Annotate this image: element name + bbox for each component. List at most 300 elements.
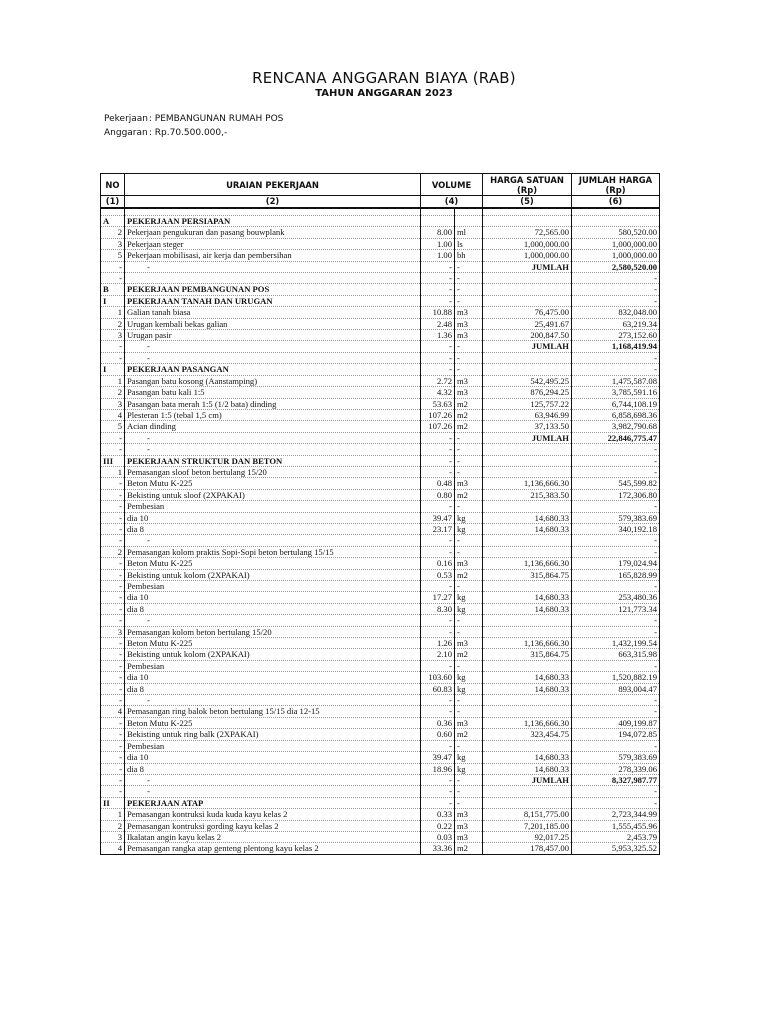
cell-uraian: PEKERJAAN TANAH DAN URUGAN bbox=[125, 295, 421, 306]
cell-no: - bbox=[101, 774, 125, 785]
cell-harga-satuan: 542,495.25 bbox=[483, 375, 572, 386]
cell-harga-satuan: 323,454.75 bbox=[483, 729, 572, 740]
cell-no: - bbox=[101, 581, 125, 592]
cell-no: 4 bbox=[101, 409, 125, 420]
cell-uraian: - bbox=[125, 615, 421, 626]
cell-no: 4 bbox=[101, 706, 125, 717]
cell-satuan: m3 bbox=[455, 307, 483, 318]
cell-harga-satuan: 125,757.22 bbox=[483, 398, 572, 409]
cell-uraian: dia 8 bbox=[125, 603, 421, 614]
cell-harga-satuan: 14,680.33 bbox=[483, 683, 572, 694]
table-row bbox=[101, 660, 660, 671]
cell-satuan: - bbox=[455, 444, 483, 455]
cell-satuan: m2 bbox=[455, 398, 483, 409]
cell-satuan: kg bbox=[455, 603, 483, 614]
cell-satuan: - bbox=[455, 466, 483, 477]
cell-harga-satuan: 76,475.00 bbox=[483, 307, 572, 318]
cell-jumlah-harga: - bbox=[572, 797, 660, 808]
cell-jumlah-harga: - bbox=[572, 455, 660, 466]
cell-volume: 0.22 bbox=[421, 820, 455, 831]
cell-jumlah-harga: - bbox=[572, 740, 660, 751]
table-row bbox=[101, 569, 660, 580]
cell-uraian: - bbox=[125, 352, 421, 363]
section-row bbox=[101, 455, 660, 466]
cell-volume: - bbox=[421, 740, 455, 751]
cell-uraian: Pembesian bbox=[125, 581, 421, 592]
cell-uraian bbox=[125, 208, 421, 216]
cell-uraian: Pemasangan sloof beton bertulang 15/20 bbox=[125, 466, 421, 477]
cell-no: - bbox=[101, 569, 125, 580]
cell-volume: - bbox=[421, 261, 455, 272]
header-uraian: URAIAN PEKERJAAN bbox=[125, 174, 421, 196]
table-row bbox=[101, 763, 660, 774]
cell-harga-satuan: 315,864.75 bbox=[483, 649, 572, 660]
cell-satuan bbox=[455, 216, 483, 227]
total-row bbox=[101, 261, 660, 272]
cell-satuan: kg bbox=[455, 672, 483, 683]
cell-satuan: - bbox=[455, 261, 483, 272]
cell-no: - bbox=[101, 603, 125, 614]
cell-volume: 33.36 bbox=[421, 843, 455, 854]
table-row bbox=[101, 752, 660, 763]
table-body bbox=[101, 208, 660, 854]
table-row bbox=[101, 729, 660, 740]
cell-uraian: Pemasangan rangka atap genteng plentong kayu kelas 2 bbox=[125, 843, 421, 854]
cell-harga-satuan bbox=[483, 216, 572, 227]
cell-harga-satuan bbox=[483, 273, 572, 284]
cell-satuan: - bbox=[455, 352, 483, 363]
document-meta bbox=[104, 112, 283, 140]
cell-harga-satuan: 178,457.00 bbox=[483, 843, 572, 854]
cell-no: - bbox=[101, 444, 125, 455]
cell-harga-satuan bbox=[483, 695, 572, 706]
cell-uraian: Bekisting untuk kolom (2XPAKAI) bbox=[125, 569, 421, 580]
cell-uraian: dia 8 bbox=[125, 683, 421, 694]
cell-uraian: Pasangan batu kosong (Aanstamping) bbox=[125, 375, 421, 386]
cell-no: - bbox=[101, 592, 125, 603]
cell-harga-satuan bbox=[483, 364, 572, 375]
table-row bbox=[101, 820, 660, 831]
cell-harga-satuan: 14,680.33 bbox=[483, 752, 572, 763]
cell-harga-satuan: 1,000,000.00 bbox=[483, 250, 572, 261]
cell-harga-satuan: JUMLAH bbox=[483, 774, 572, 785]
cell-volume: 2.10 bbox=[421, 649, 455, 660]
cell-volume: 60.83 bbox=[421, 683, 455, 694]
cell-jumlah-harga: 893,004.47 bbox=[572, 683, 660, 694]
table-row bbox=[101, 250, 660, 261]
cell-volume: - bbox=[421, 352, 455, 363]
table-row bbox=[101, 592, 660, 603]
cell-no: A bbox=[101, 216, 125, 227]
cell-satuan: - bbox=[455, 786, 483, 797]
rab-table bbox=[100, 173, 660, 855]
cell-jumlah-harga: 580,520.00 bbox=[572, 227, 660, 238]
cell-no: - bbox=[101, 763, 125, 774]
cell-harga-satuan bbox=[483, 501, 572, 512]
cell-harga-satuan bbox=[483, 535, 572, 546]
cell-satuan: - bbox=[455, 273, 483, 284]
cell-uraian: Pekerjaan mobilisasi, air kerja dan pembersihan bbox=[125, 250, 421, 261]
cell-uraian: Beton Mutu K-225 bbox=[125, 478, 421, 489]
cell-uraian: Pekerjaan pengukuran dan pasang bouwplank bbox=[125, 227, 421, 238]
section-row bbox=[101, 284, 660, 295]
table-row bbox=[101, 227, 660, 238]
cell-no: - bbox=[101, 558, 125, 569]
cell-uraian: Urugan pasir bbox=[125, 330, 421, 341]
cell-harga-satuan: 7,201,185.00 bbox=[483, 820, 572, 831]
cell-satuan: - bbox=[455, 501, 483, 512]
cell-uraian: Bekisting untuk ring balk (2XPAKAI) bbox=[125, 729, 421, 740]
table-row bbox=[101, 535, 660, 546]
cell-volume: - bbox=[421, 546, 455, 557]
cell-satuan: m3 bbox=[455, 478, 483, 489]
section-row bbox=[101, 295, 660, 306]
cell-jumlah-harga: 165,828.99 bbox=[572, 569, 660, 580]
cell-uraian: PEKERJAAN STRUKTUR DAN BETON bbox=[125, 455, 421, 466]
cell-volume: - bbox=[421, 341, 455, 352]
section-row bbox=[101, 216, 660, 227]
cell-no: I bbox=[101, 295, 125, 306]
cell-volume: 4.32 bbox=[421, 387, 455, 398]
table-row bbox=[101, 786, 660, 797]
cell-harga-satuan: JUMLAH bbox=[483, 432, 572, 443]
header-no: NO bbox=[101, 174, 125, 196]
cell-satuan: bh bbox=[455, 250, 483, 261]
table-row bbox=[101, 444, 660, 455]
cell-satuan: kg bbox=[455, 512, 483, 523]
cell-no: - bbox=[101, 535, 125, 546]
header-jumlah-harga-label: JUMLAH HARGA bbox=[578, 174, 653, 185]
cell-satuan: m2 bbox=[455, 421, 483, 432]
cell-satuan: m2 bbox=[455, 843, 483, 854]
header-jumlah-harga-unit: (Rp) bbox=[605, 184, 626, 195]
cell-jumlah-harga: 2,580,520.00 bbox=[572, 261, 660, 272]
cell-volume: - bbox=[421, 455, 455, 466]
cell-jumlah-harga: 3,785,591.16 bbox=[572, 387, 660, 398]
cell-volume: - bbox=[421, 626, 455, 637]
cell-no: - bbox=[101, 695, 125, 706]
table-row bbox=[101, 706, 660, 717]
cell-volume: - bbox=[421, 364, 455, 375]
cell-no: - bbox=[101, 660, 125, 671]
cell-no: - bbox=[101, 432, 125, 443]
cell-volume: - bbox=[421, 581, 455, 592]
meta-key: Pekerjaan bbox=[104, 114, 149, 124]
cell-volume: 1.00 bbox=[421, 250, 455, 261]
cell-no: 2 bbox=[101, 546, 125, 557]
cell-harga-satuan: 1,136,666.30 bbox=[483, 558, 572, 569]
cell-jumlah-harga: - bbox=[572, 546, 660, 557]
cell-jumlah-harga: 273,152.60 bbox=[572, 330, 660, 341]
cell-satuan: - bbox=[455, 626, 483, 637]
cell-jumlah-harga: - bbox=[572, 660, 660, 671]
cell-uraian: PEKERJAAN PERSIAPAN bbox=[125, 216, 421, 227]
cell-harga-satuan: 14,680.33 bbox=[483, 512, 572, 523]
cell-harga-satuan: 315,864.75 bbox=[483, 569, 572, 580]
cell-satuan: - bbox=[455, 695, 483, 706]
cell-volume: 18.96 bbox=[421, 763, 455, 774]
cell-satuan: m3 bbox=[455, 387, 483, 398]
cell-jumlah-harga: 832,048.00 bbox=[572, 307, 660, 318]
cell-jumlah-harga: 22,846,775.47 bbox=[572, 432, 660, 443]
cell-harga-satuan bbox=[483, 208, 572, 216]
cell-no: I bbox=[101, 364, 125, 375]
cell-jumlah-harga: 663,315.98 bbox=[572, 649, 660, 660]
cell-satuan: m2 bbox=[455, 569, 483, 580]
cell-uraian: - bbox=[125, 535, 421, 546]
table-row bbox=[101, 466, 660, 477]
cell-uraian: Pemasangan kolom praktis Sopi-Sopi beton bertulang 15/15 bbox=[125, 546, 421, 557]
header-harga-satuan bbox=[483, 174, 572, 196]
cell-jumlah-harga: 2,723,344.99 bbox=[572, 809, 660, 820]
cell-uraian: Bekisting untuk kolom (2XPAKAI) bbox=[125, 649, 421, 660]
cell-no: 2 bbox=[101, 820, 125, 831]
cell-satuan: kg bbox=[455, 752, 483, 763]
cell-harga-satuan: 1,136,666.30 bbox=[483, 478, 572, 489]
table-row bbox=[101, 489, 660, 500]
cell-volume: 10.88 bbox=[421, 307, 455, 318]
table-row bbox=[101, 843, 660, 854]
cell-no: 2 bbox=[101, 227, 125, 238]
table-row bbox=[101, 409, 660, 420]
cell-uraian: Pemasangan ring balok beton bertulang 15/15 dia 12-15 bbox=[125, 706, 421, 717]
cell-no: 3 bbox=[101, 398, 125, 409]
cell-volume: 2.48 bbox=[421, 318, 455, 329]
cell-volume: 0.60 bbox=[421, 729, 455, 740]
cell-jumlah-harga: 278,339.06 bbox=[572, 763, 660, 774]
cell-jumlah-harga: 3,982,790.68 bbox=[572, 421, 660, 432]
table-row bbox=[101, 421, 660, 432]
cell-no: 2 bbox=[101, 387, 125, 398]
cell-uraian: dia 8 bbox=[125, 763, 421, 774]
cell-volume: - bbox=[421, 695, 455, 706]
cell-harga-satuan: 63,946.99 bbox=[483, 409, 572, 420]
cell-satuan: ls bbox=[455, 238, 483, 249]
cell-harga-satuan bbox=[483, 444, 572, 455]
cell-satuan: m3 bbox=[455, 809, 483, 820]
cell-satuan: - bbox=[455, 295, 483, 306]
document-subtitle: TAHUN ANGGARAN 2023 bbox=[315, 88, 453, 99]
cell-satuan bbox=[455, 208, 483, 216]
cell-uraian: Galian tanah biasa bbox=[125, 307, 421, 318]
cell-uraian: - bbox=[125, 774, 421, 785]
cell-uraian: Beton Mutu K-225 bbox=[125, 717, 421, 728]
table-row bbox=[101, 831, 660, 842]
cell-harga-satuan: 14,680.33 bbox=[483, 592, 572, 603]
cell-jumlah-harga: - bbox=[572, 786, 660, 797]
cell-harga-satuan bbox=[483, 295, 572, 306]
table-row bbox=[101, 615, 660, 626]
cell-jumlah-harga: 1,432,199.54 bbox=[572, 638, 660, 649]
cell-satuan: kg bbox=[455, 763, 483, 774]
cell-uraian: Pembesian bbox=[125, 740, 421, 751]
table-row bbox=[101, 523, 660, 534]
cell-no: - bbox=[101, 729, 125, 740]
cell-harga-satuan bbox=[483, 455, 572, 466]
cell-jumlah-harga: 121,773.34 bbox=[572, 603, 660, 614]
cell-volume: 0.03 bbox=[421, 831, 455, 842]
cell-uraian: Pemasangan kolom beton bertulang 15/20 bbox=[125, 626, 421, 637]
cell-uraian: PEKERJAAN ATAP bbox=[125, 797, 421, 808]
cell-no: 3 bbox=[101, 831, 125, 842]
cell-harga-satuan: 1,000,000.00 bbox=[483, 238, 572, 249]
table-row bbox=[101, 603, 660, 614]
cell-jumlah-harga: - bbox=[572, 364, 660, 375]
cell-volume: 1.36 bbox=[421, 330, 455, 341]
cell-jumlah-harga: - bbox=[572, 581, 660, 592]
table-row bbox=[101, 318, 660, 329]
cell-satuan: m2 bbox=[455, 729, 483, 740]
cell-jumlah-harga: 179,024.94 bbox=[572, 558, 660, 569]
cell-uraian: PEKERJAAN PEMBANGUNAN POS bbox=[125, 284, 421, 295]
cell-harga-satuan bbox=[483, 660, 572, 671]
table-row bbox=[101, 695, 660, 706]
cell-harga-satuan: 92,017.25 bbox=[483, 831, 572, 842]
cell-uraian: Pasangan batu kali 1:5 bbox=[125, 387, 421, 398]
cell-no: - bbox=[101, 523, 125, 534]
cell-uraian: dia 10 bbox=[125, 592, 421, 603]
table-row bbox=[101, 330, 660, 341]
cell-uraian: - bbox=[125, 432, 421, 443]
cell-uraian: - bbox=[125, 341, 421, 352]
cell-jumlah-harga: - bbox=[572, 615, 660, 626]
cell-volume: 8.00 bbox=[421, 227, 455, 238]
cell-uraian: dia 10 bbox=[125, 512, 421, 523]
cell-satuan: - bbox=[455, 364, 483, 375]
cell-satuan: - bbox=[455, 432, 483, 443]
table-row bbox=[101, 501, 660, 512]
cell-harga-satuan bbox=[483, 615, 572, 626]
total-row bbox=[101, 774, 660, 785]
cell-satuan: - bbox=[455, 546, 483, 557]
header-harga-satuan-unit: (Rp) bbox=[516, 184, 538, 195]
cell-harga-satuan: 8,151,775.00 bbox=[483, 809, 572, 820]
table-row bbox=[101, 649, 660, 660]
cell-no: - bbox=[101, 478, 125, 489]
cell-harga-satuan bbox=[483, 546, 572, 557]
cell-uraian: - bbox=[125, 695, 421, 706]
cell-no: - bbox=[101, 261, 125, 272]
cell-jumlah-harga: 545,599.82 bbox=[572, 478, 660, 489]
cell-volume: 0.48 bbox=[421, 478, 455, 489]
header-harga-satuan-label: HARGA SATUAN bbox=[490, 174, 564, 185]
meta-row-anggaran bbox=[104, 126, 283, 140]
cell-jumlah-harga: - bbox=[572, 501, 660, 512]
cell-uraian: Beton Mutu K-225 bbox=[125, 638, 421, 649]
cell-no bbox=[101, 208, 125, 216]
cell-satuan: m3 bbox=[455, 330, 483, 341]
cell-no: II bbox=[101, 797, 125, 808]
cell-uraian bbox=[125, 273, 421, 284]
cell-jumlah-harga: 172,306.80 bbox=[572, 489, 660, 500]
cell-no: - bbox=[101, 489, 125, 500]
table-row bbox=[101, 638, 660, 649]
cell-uraian: Pekerjaan steger bbox=[125, 238, 421, 249]
table-row bbox=[101, 387, 660, 398]
cell-harga-satuan: 37,133.50 bbox=[483, 421, 572, 432]
cell-uraian: dia 10 bbox=[125, 752, 421, 763]
cell-no: - bbox=[101, 717, 125, 728]
cell-harga-satuan bbox=[483, 706, 572, 717]
index-4: (4) bbox=[421, 196, 483, 209]
cell-harga-satuan: 200,847.50 bbox=[483, 330, 572, 341]
cell-uraian: Bekisting untuk sloof (2XPAKAI) bbox=[125, 489, 421, 500]
cell-harga-satuan bbox=[483, 466, 572, 477]
cell-volume: 0.33 bbox=[421, 809, 455, 820]
cell-uraian: PEKERJAAN PASANGAN bbox=[125, 364, 421, 375]
cell-no: - bbox=[101, 615, 125, 626]
cell-jumlah-harga bbox=[572, 208, 660, 216]
cell-satuan: - bbox=[455, 284, 483, 295]
cell-harga-satuan bbox=[483, 797, 572, 808]
index-6: (6) bbox=[572, 196, 660, 209]
cell-satuan: - bbox=[455, 535, 483, 546]
cell-no: 5 bbox=[101, 421, 125, 432]
cell-volume: - bbox=[421, 615, 455, 626]
cell-jumlah-harga: 6,744,108.19 bbox=[572, 398, 660, 409]
cell-jumlah-harga: 579,383.69 bbox=[572, 752, 660, 763]
cell-harga-satuan: JUMLAH bbox=[483, 261, 572, 272]
cell-satuan: - bbox=[455, 706, 483, 717]
cell-volume bbox=[421, 216, 455, 227]
table-index-row bbox=[101, 196, 660, 209]
cell-volume: - bbox=[421, 444, 455, 455]
cell-volume: 39.47 bbox=[421, 752, 455, 763]
cell-harga-satuan bbox=[483, 740, 572, 751]
cell-volume: - bbox=[421, 432, 455, 443]
cell-uraian: Acian dinding bbox=[125, 421, 421, 432]
section-row bbox=[101, 364, 660, 375]
cell-satuan: m3 bbox=[455, 820, 483, 831]
table-header-row bbox=[101, 174, 660, 196]
cell-volume: - bbox=[421, 273, 455, 284]
document-title: RENCANA ANGGARAN BIAYA (RAB) bbox=[252, 69, 516, 87]
section-row bbox=[101, 797, 660, 808]
cell-jumlah-harga: - bbox=[572, 444, 660, 455]
cell-no: - bbox=[101, 672, 125, 683]
cell-uraian: - bbox=[125, 786, 421, 797]
cell-uraian: Plesteran 1:5 (tebal 1,5 cm) bbox=[125, 409, 421, 420]
cell-jumlah-harga bbox=[572, 216, 660, 227]
cell-jumlah-harga: 1,000,000.00 bbox=[572, 238, 660, 249]
cell-volume: 0.16 bbox=[421, 558, 455, 569]
cell-satuan: kg bbox=[455, 592, 483, 603]
table-row bbox=[101, 307, 660, 318]
cell-no: 3 bbox=[101, 330, 125, 341]
cell-no: - bbox=[101, 740, 125, 751]
cell-satuan: m2 bbox=[455, 409, 483, 420]
cell-harga-satuan bbox=[483, 352, 572, 363]
index-1: (1) bbox=[101, 196, 125, 209]
cell-satuan: kg bbox=[455, 523, 483, 534]
cell-no: - bbox=[101, 683, 125, 694]
cell-uraian: Pembesian bbox=[125, 660, 421, 671]
cell-no: - bbox=[101, 512, 125, 523]
cell-harga-satuan: 72,565.00 bbox=[483, 227, 572, 238]
cell-jumlah-harga: - bbox=[572, 273, 660, 284]
total-row bbox=[101, 341, 660, 352]
cell-no: - bbox=[101, 273, 125, 284]
cell-uraian: - bbox=[125, 261, 421, 272]
cell-jumlah-harga: 1,168,419.94 bbox=[572, 341, 660, 352]
table-row bbox=[101, 512, 660, 523]
cell-harga-satuan bbox=[483, 786, 572, 797]
cell-no: 4 bbox=[101, 843, 125, 854]
cell-jumlah-harga: - bbox=[572, 352, 660, 363]
meta-value: : PEMBANGUNAN RUMAH POS bbox=[148, 114, 284, 124]
table-row bbox=[101, 238, 660, 249]
cell-jumlah-harga: 6,858,698.36 bbox=[572, 409, 660, 420]
